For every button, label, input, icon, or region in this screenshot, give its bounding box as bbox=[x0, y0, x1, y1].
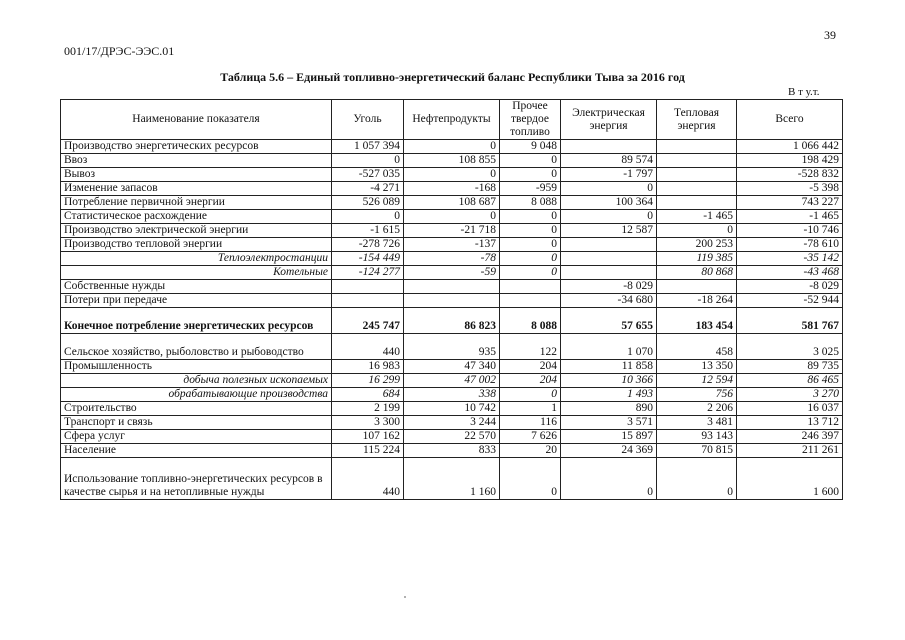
row-value: 0 bbox=[500, 266, 561, 280]
table-row bbox=[61, 388, 843, 402]
header-heat-energy: Тепловая энергия bbox=[657, 100, 737, 140]
row-value: 0 bbox=[500, 238, 561, 252]
row-value: 16 037 bbox=[737, 402, 843, 416]
row-label: Изменение запасов bbox=[61, 182, 332, 196]
row-value: -59 bbox=[404, 266, 500, 280]
row-value: -1 797 bbox=[561, 168, 657, 182]
row-value: 211 261 bbox=[737, 444, 843, 458]
row-value: 0 bbox=[500, 252, 561, 266]
header-oil-products: Нефтепродукты bbox=[404, 100, 500, 140]
row-value: 3 270 bbox=[737, 388, 843, 402]
row-value bbox=[657, 140, 737, 154]
row-value: 338 bbox=[404, 388, 500, 402]
row-value: 0 bbox=[657, 458, 737, 500]
header-row bbox=[61, 100, 843, 140]
row-value: -168 bbox=[404, 182, 500, 196]
row-label: Производство тепловой энергии bbox=[61, 238, 332, 252]
row-label: Теплоэлектростанции bbox=[61, 252, 332, 266]
row-value: 0 bbox=[500, 224, 561, 238]
row-value bbox=[561, 140, 657, 154]
row-label: Население bbox=[61, 444, 332, 458]
table-row bbox=[61, 444, 843, 458]
row-value bbox=[332, 294, 404, 308]
row-value: 0 bbox=[657, 224, 737, 238]
row-value: 15 897 bbox=[561, 430, 657, 444]
row-value: 183 454 bbox=[657, 308, 737, 334]
row-value: 89 735 bbox=[737, 360, 843, 374]
row-value: -1 465 bbox=[737, 210, 843, 224]
table-row bbox=[61, 458, 843, 500]
table-row bbox=[61, 402, 843, 416]
row-value: 10 742 bbox=[404, 402, 500, 416]
row-value: -527 035 bbox=[332, 168, 404, 182]
row-value: 890 bbox=[561, 402, 657, 416]
table-row bbox=[61, 360, 843, 374]
table-row bbox=[61, 280, 843, 294]
header-indicator: Наименование показателя bbox=[61, 100, 332, 140]
table-row bbox=[61, 252, 843, 266]
row-value: -154 449 bbox=[332, 252, 404, 266]
header-other-solid-fuel: Прочее твердое топливо bbox=[500, 100, 561, 140]
row-value: 245 747 bbox=[332, 308, 404, 334]
row-value: -18 264 bbox=[657, 294, 737, 308]
row-value bbox=[657, 196, 737, 210]
row-value bbox=[561, 252, 657, 266]
table-row bbox=[61, 154, 843, 168]
table-row bbox=[61, 294, 843, 308]
row-value: 0 bbox=[561, 210, 657, 224]
header-total: Всего bbox=[737, 100, 843, 140]
row-value: 93 143 bbox=[657, 430, 737, 444]
row-value: 3 025 bbox=[737, 334, 843, 360]
row-label: Промышленность bbox=[61, 360, 332, 374]
row-label: Использование топливно-энергетических ресурсов в качестве сырья и на нетопливные нужды bbox=[61, 458, 332, 500]
row-label: Статистическое расхождение bbox=[61, 210, 332, 224]
row-value bbox=[404, 294, 500, 308]
row-label: Транспорт и связь bbox=[61, 416, 332, 430]
table-row bbox=[61, 182, 843, 196]
row-value: 119 385 bbox=[657, 252, 737, 266]
row-value: 115 224 bbox=[332, 444, 404, 458]
row-value bbox=[404, 280, 500, 294]
table-row bbox=[61, 224, 843, 238]
row-value: 833 bbox=[404, 444, 500, 458]
row-value bbox=[561, 238, 657, 252]
row-value: 80 868 bbox=[657, 266, 737, 280]
header-electric-energy: Электрическая энергия bbox=[561, 100, 657, 140]
table-row bbox=[61, 238, 843, 252]
energy-balance-table bbox=[60, 99, 843, 500]
table-body bbox=[61, 140, 843, 500]
row-value: 440 bbox=[332, 458, 404, 500]
table-row bbox=[61, 334, 843, 360]
row-value: -1 615 bbox=[332, 224, 404, 238]
row-label: Строительство bbox=[61, 402, 332, 416]
row-value: -78 610 bbox=[737, 238, 843, 252]
row-value: 0 bbox=[500, 154, 561, 168]
row-value: -124 277 bbox=[332, 266, 404, 280]
row-value: 3 244 bbox=[404, 416, 500, 430]
document-code: 001/17/ДРЭС-ЭЭС.01 bbox=[64, 44, 175, 58]
row-value: 11 858 bbox=[561, 360, 657, 374]
row-value: 0 bbox=[561, 458, 657, 500]
row-value: 1 066 442 bbox=[737, 140, 843, 154]
table-title: Таблица 5.6 – Единый топливно-энергетический баланс Республики Тыва за 2016 год bbox=[220, 70, 685, 84]
row-value: 116 bbox=[500, 416, 561, 430]
row-value: 0 bbox=[404, 210, 500, 224]
row-value: 756 bbox=[657, 388, 737, 402]
row-value: 8 088 bbox=[500, 196, 561, 210]
row-value: 9 048 bbox=[500, 140, 561, 154]
row-value: 0 bbox=[561, 182, 657, 196]
table-row bbox=[61, 430, 843, 444]
row-value: 0 bbox=[500, 458, 561, 500]
row-value: -21 718 bbox=[404, 224, 500, 238]
table-row bbox=[61, 266, 843, 280]
row-value: 3 300 bbox=[332, 416, 404, 430]
row-value: 1 160 bbox=[404, 458, 500, 500]
row-label: Производство электрической энергии bbox=[61, 224, 332, 238]
row-value: 0 bbox=[404, 140, 500, 154]
row-value: 70 815 bbox=[657, 444, 737, 458]
row-value bbox=[657, 182, 737, 196]
row-value: 200 253 bbox=[657, 238, 737, 252]
row-value: 3 481 bbox=[657, 416, 737, 430]
row-value: 10 366 bbox=[561, 374, 657, 388]
row-value: 22 570 bbox=[404, 430, 500, 444]
row-label: обрабатывающие производства bbox=[61, 388, 332, 402]
row-value: -8 029 bbox=[561, 280, 657, 294]
row-value: 581 767 bbox=[737, 308, 843, 334]
row-value bbox=[657, 154, 737, 168]
row-value: -8 029 bbox=[737, 280, 843, 294]
row-value: 0 bbox=[500, 168, 561, 182]
row-label: Собственные нужды bbox=[61, 280, 332, 294]
row-value: -278 726 bbox=[332, 238, 404, 252]
row-value: -137 bbox=[404, 238, 500, 252]
row-value: 8 088 bbox=[500, 308, 561, 334]
row-value: 3 571 bbox=[561, 416, 657, 430]
row-value: 57 655 bbox=[561, 308, 657, 334]
row-value: 684 bbox=[332, 388, 404, 402]
row-label: Котельные bbox=[61, 266, 332, 280]
row-value: 24 369 bbox=[561, 444, 657, 458]
row-label: добыча полезных ископаемых bbox=[61, 374, 332, 388]
row-value: -52 944 bbox=[737, 294, 843, 308]
row-value: 86 823 bbox=[404, 308, 500, 334]
row-value: -43 468 bbox=[737, 266, 843, 280]
row-value: 16 983 bbox=[332, 360, 404, 374]
row-value: 108 687 bbox=[404, 196, 500, 210]
table-row bbox=[61, 196, 843, 210]
row-value: -34 680 bbox=[561, 294, 657, 308]
row-label: Сельское хозяйство, рыболовство и рыбоводство bbox=[61, 334, 332, 360]
row-label: Потери при передаче bbox=[61, 294, 332, 308]
table-row bbox=[61, 140, 843, 154]
row-value: 935 bbox=[404, 334, 500, 360]
row-value bbox=[500, 280, 561, 294]
row-value: 1 070 bbox=[561, 334, 657, 360]
row-value: 458 bbox=[657, 334, 737, 360]
row-label: Ввоз bbox=[61, 154, 332, 168]
header-coal: Уголь bbox=[332, 100, 404, 140]
row-value: 2 206 bbox=[657, 402, 737, 416]
row-value: 2 199 bbox=[332, 402, 404, 416]
row-value: 0 bbox=[404, 168, 500, 182]
row-value: -1 465 bbox=[657, 210, 737, 224]
row-label: Вывоз bbox=[61, 168, 332, 182]
table-row bbox=[61, 210, 843, 224]
table-row bbox=[61, 374, 843, 388]
row-value: 1 057 394 bbox=[332, 140, 404, 154]
row-label: Производство энергетических ресурсов bbox=[61, 140, 332, 154]
row-value: 107 162 bbox=[332, 430, 404, 444]
row-value: 204 bbox=[500, 374, 561, 388]
row-value bbox=[657, 280, 737, 294]
table-row bbox=[61, 308, 843, 334]
row-value: 47 340 bbox=[404, 360, 500, 374]
row-value: 122 bbox=[500, 334, 561, 360]
row-value: 16 299 bbox=[332, 374, 404, 388]
row-value bbox=[332, 280, 404, 294]
row-value: 1 493 bbox=[561, 388, 657, 402]
row-value: 1 bbox=[500, 402, 561, 416]
page-number: 39 bbox=[824, 28, 836, 42]
row-value: -78 bbox=[404, 252, 500, 266]
row-value: 13 712 bbox=[737, 416, 843, 430]
scan-speck bbox=[404, 596, 406, 598]
row-value: -528 832 bbox=[737, 168, 843, 182]
row-value: 0 bbox=[500, 388, 561, 402]
row-value bbox=[657, 168, 737, 182]
row-value: 743 227 bbox=[737, 196, 843, 210]
row-label: Конечное потребление энергетических ресурсов bbox=[61, 308, 332, 334]
row-value: -35 142 bbox=[737, 252, 843, 266]
row-value: 12 587 bbox=[561, 224, 657, 238]
row-label: Сфера услуг bbox=[61, 430, 332, 444]
row-value: 47 002 bbox=[404, 374, 500, 388]
units-label: В т у.т. bbox=[788, 86, 820, 98]
row-value: -5 398 bbox=[737, 182, 843, 196]
row-value bbox=[500, 294, 561, 308]
row-value: 0 bbox=[332, 154, 404, 168]
row-value: 0 bbox=[332, 210, 404, 224]
row-value: 204 bbox=[500, 360, 561, 374]
row-value: 20 bbox=[500, 444, 561, 458]
row-value: 198 429 bbox=[737, 154, 843, 168]
table-row bbox=[61, 168, 843, 182]
row-value: 108 855 bbox=[404, 154, 500, 168]
table-row bbox=[61, 416, 843, 430]
row-value: 13 350 bbox=[657, 360, 737, 374]
row-value: 246 397 bbox=[737, 430, 843, 444]
row-value: -10 746 bbox=[737, 224, 843, 238]
row-value: 86 465 bbox=[737, 374, 843, 388]
row-value: 7 626 bbox=[500, 430, 561, 444]
row-value: 100 364 bbox=[561, 196, 657, 210]
row-value: 89 574 bbox=[561, 154, 657, 168]
row-value: 440 bbox=[332, 334, 404, 360]
row-value: 526 089 bbox=[332, 196, 404, 210]
row-label: Потребление первичной энергии bbox=[61, 196, 332, 210]
row-value: 12 594 bbox=[657, 374, 737, 388]
row-value: -4 271 bbox=[332, 182, 404, 196]
row-value bbox=[561, 266, 657, 280]
row-value: 1 600 bbox=[737, 458, 843, 500]
row-value: 0 bbox=[500, 210, 561, 224]
row-value: -959 bbox=[500, 182, 561, 196]
